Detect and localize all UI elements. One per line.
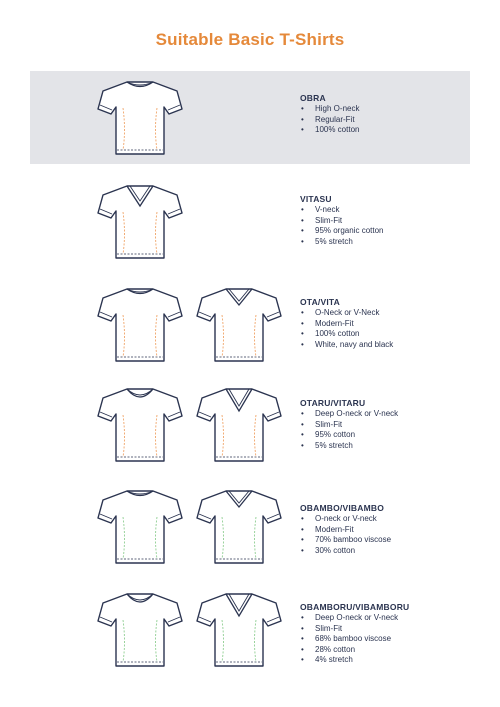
feature-item: • Slim-Fit bbox=[300, 624, 409, 635]
feature-list bbox=[300, 205, 384, 247]
product-name: OTA/VITA bbox=[300, 297, 341, 307]
feature-list bbox=[300, 409, 398, 451]
feature-item: • 95% cotton bbox=[300, 430, 398, 441]
feature-item: • 4% stretch bbox=[300, 655, 409, 666]
feature-list bbox=[300, 104, 359, 136]
tshirt-oneck-icon bbox=[97, 285, 183, 363]
feature-list bbox=[300, 308, 393, 350]
page-title: Suitable Basic T-Shirts bbox=[155, 30, 345, 49]
feature-list bbox=[300, 613, 409, 666]
product-info-otaru-vitaru bbox=[300, 398, 398, 451]
feature-item: • 70% bamboo viscose bbox=[300, 535, 391, 546]
feature-item: • O-Neck or V-Neck bbox=[300, 308, 393, 319]
feature-item: • 68% bamboo viscose bbox=[300, 634, 409, 645]
product-name: OTARU/VITARU bbox=[300, 398, 366, 408]
feature-item: • 28% cotton bbox=[300, 645, 409, 656]
tshirt-oneck-icon bbox=[97, 487, 183, 565]
product-name: OBRA bbox=[300, 93, 326, 103]
feature-item: • Modern-Fit bbox=[300, 319, 393, 330]
feature-list bbox=[300, 514, 391, 556]
feature-item: • 5% stretch bbox=[300, 441, 398, 452]
tshirt-deep-oneck-icon bbox=[97, 590, 183, 668]
product-info-ota-vita bbox=[300, 297, 393, 350]
product-name: OBAMBO/VIBAMBO bbox=[300, 503, 385, 513]
feature-item: • 100% cotton bbox=[300, 125, 359, 136]
tshirt-deep-oneck-icon bbox=[97, 385, 183, 463]
product-info-obamboru-vibamboru bbox=[300, 602, 409, 666]
product-name: VITASU bbox=[300, 194, 332, 204]
tshirt-vneck-icon bbox=[196, 487, 282, 565]
feature-item: • 100% cotton bbox=[300, 329, 393, 340]
feature-item: • 5% stretch bbox=[300, 237, 384, 248]
tshirt-deep-vneck-icon bbox=[196, 385, 282, 463]
feature-item: • O-neck or V-neck bbox=[300, 514, 391, 525]
highlight-band bbox=[30, 71, 470, 164]
feature-item: • Slim-Fit bbox=[300, 420, 398, 431]
feature-item: • Deep O-neck or V-neck bbox=[300, 409, 398, 420]
product-info-obra bbox=[300, 93, 359, 136]
feature-item: • 95% organic cotton bbox=[300, 226, 384, 237]
feature-item: • Slim-Fit bbox=[300, 216, 384, 227]
feature-item: • Modern-Fit bbox=[300, 525, 391, 536]
product-info-vitasu bbox=[300, 194, 384, 247]
tshirt-deep-vneck-icon bbox=[196, 590, 282, 668]
tshirt-vneck-icon bbox=[196, 285, 282, 363]
product-name: OBAMBORU/VIBAMBORU bbox=[300, 602, 410, 612]
feature-item: • White, navy and black bbox=[300, 340, 393, 351]
tshirt-oneck-icon bbox=[97, 78, 183, 156]
product-info-obambo-vibambo bbox=[300, 503, 391, 556]
feature-item: • High O-neck bbox=[300, 104, 359, 115]
feature-item: • V-neck bbox=[300, 205, 384, 216]
feature-item: • 30% cotton bbox=[300, 546, 391, 557]
tshirt-vneck-icon bbox=[97, 182, 183, 260]
feature-item: • Regular-Fit bbox=[300, 115, 359, 126]
feature-item: • Deep O-neck or V-neck bbox=[300, 613, 409, 624]
